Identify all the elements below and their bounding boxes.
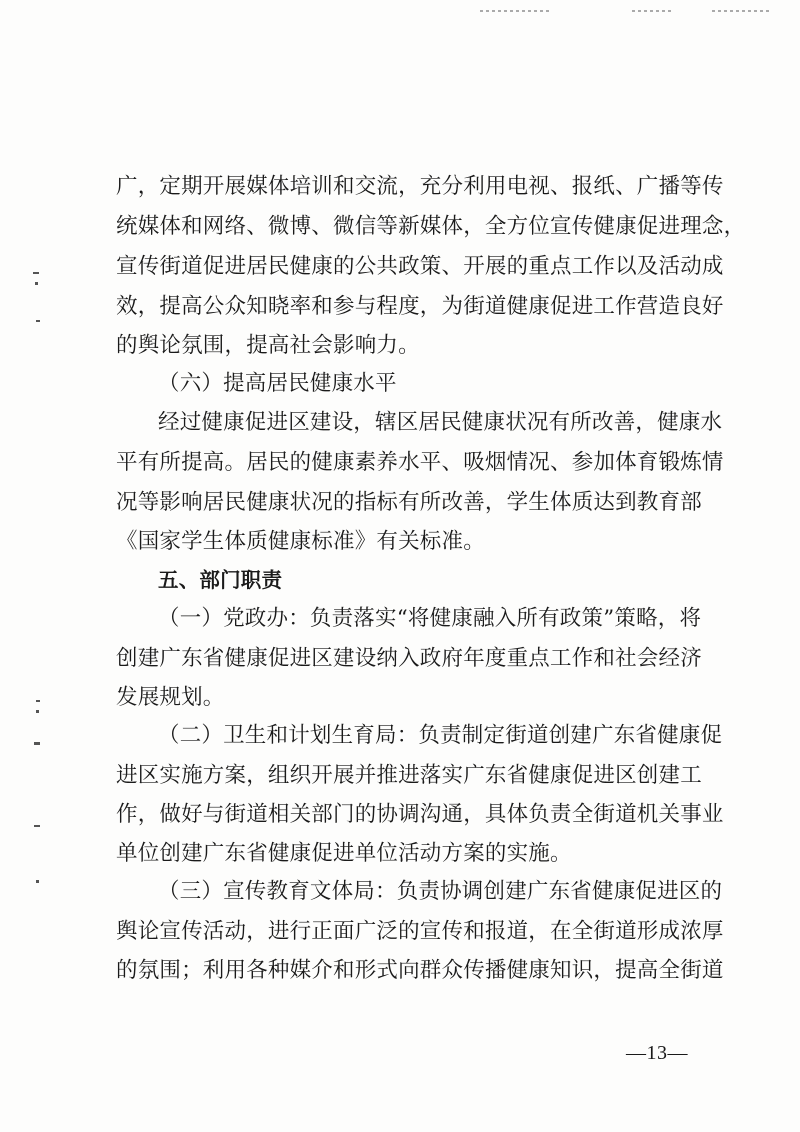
body-text-line: 进区实施方案，组织开展并推进落实广东省健康促进区创建工 xyxy=(116,763,702,788)
scan-artifact xyxy=(36,700,40,702)
body-text-line: 的舆论氛围，提高社会影响力。 xyxy=(116,333,420,358)
scan-artifact xyxy=(632,10,672,12)
section-heading: 五、部门职责 xyxy=(158,568,283,592)
scan-artifact xyxy=(33,272,39,274)
body-text-line: 况等影响居民健康状况的指标有所改善，学生体质达到教育部 xyxy=(116,490,702,515)
scan-artifact xyxy=(480,10,550,12)
body-text-line: 《国家学生体质健康标准》有关标准。 xyxy=(116,529,485,554)
body-text-line: 单位创建广东省健康促进单位活动方案的实施。 xyxy=(116,841,572,866)
scan-artifact xyxy=(35,282,38,285)
body-text-line: 的氛围；利用各种媒介和形式向群众传播健康知识，提高全街道 xyxy=(116,958,724,983)
body-text-line: （一）党政办：负责落实“将健康融入所有政策”策略，将 xyxy=(158,606,702,631)
section-subheading: （六）提高居民健康水平 xyxy=(158,371,397,396)
body-text-line: （三）宣传教育文体局：负责协调创建广东省健康促进区的 xyxy=(158,879,723,904)
body-text-line: 作，做好与街道相关部门的协调沟通，具体负责全街道机关事业 xyxy=(116,802,724,827)
body-text-line: 创建广东省健康促进区建设纳入政府年度重点工作和社会经济 xyxy=(116,646,702,671)
scan-artifact xyxy=(712,10,772,12)
body-text-line: 发展规划。 xyxy=(116,685,225,710)
scan-artifact xyxy=(36,710,39,713)
body-text-line: 经过健康促进区建设，辖区居民健康状况有所改善，健康水 xyxy=(158,410,723,435)
body-text-line: 舆论宣传活动，进行正面广泛的宣传和报道，在全街道形成浓厚 xyxy=(116,919,724,944)
scan-artifact xyxy=(34,742,40,745)
scan-artifact xyxy=(34,825,40,827)
scan-artifact xyxy=(36,320,40,322)
scan-artifact xyxy=(36,880,39,883)
body-text-line: （二）卫生和计划生育局：负责制定街道创建广东省健康促 xyxy=(158,723,723,748)
body-text-line: 宣传街道促进居民健康的公共政策、开展的重点工作以及活动成 xyxy=(116,254,724,279)
body-text-line: 平有所提高。居民的健康素养水平、吸烟情况、参加体育锻炼情 xyxy=(116,450,724,475)
page-number: —13— xyxy=(626,1042,688,1064)
body-text-line: 统媒体和网络、微博、微信等新媒体，全方位宣传健康促进理念， xyxy=(116,214,746,239)
body-text-line: 效，提高公众知晓率和参与程度，为街道健康促进工作营造良好 xyxy=(116,294,724,319)
body-text-line: 广，定期开展媒体培训和交流，充分利用电视、报纸、广播等传 xyxy=(116,174,724,199)
